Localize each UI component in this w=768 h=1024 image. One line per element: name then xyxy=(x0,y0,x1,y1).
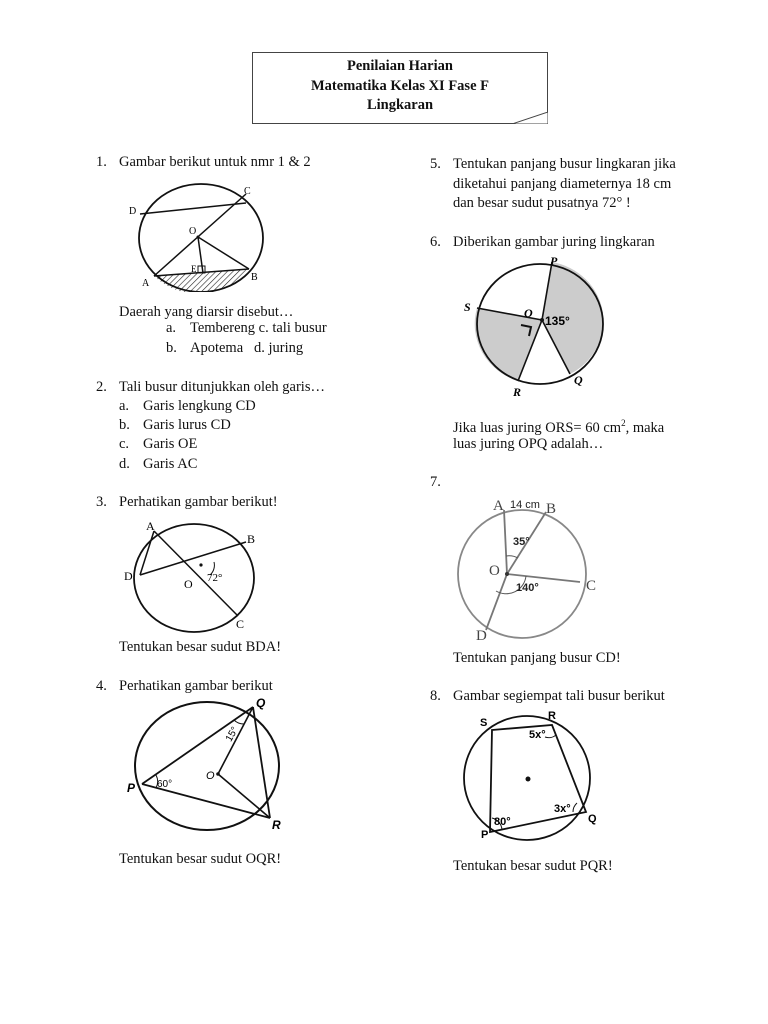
q1-label-b: B xyxy=(251,272,258,283)
q2-text: Tali busur ditunjukkan oleh garis… xyxy=(119,379,325,395)
q3-label-d: D xyxy=(124,569,133,583)
title-line-2: Matematika Kelas XI Fase F xyxy=(311,77,489,94)
q7-length-label: 14 cm xyxy=(510,499,540,511)
q1-label-d: D xyxy=(129,206,137,217)
q8-angle-r-label: 5x° xyxy=(529,729,546,741)
q2-option-a-letter: a. xyxy=(119,398,130,414)
q2-option-d-text: Garis AC xyxy=(143,456,198,472)
q3-question: Tentukan besar sudut BDA! xyxy=(119,639,282,655)
q8-angle-p-label: 80° xyxy=(494,816,511,828)
q1-text: Gambar berikut untuk nmr 1 & 2 xyxy=(119,154,311,170)
q2-option-c-letter: c. xyxy=(119,436,130,452)
q4-angle-p-label: 60° xyxy=(157,779,173,790)
title-line-3: Lingkaran xyxy=(366,97,434,113)
q4-question: Tentukan besar sudut OQR! xyxy=(119,851,282,867)
q1-option-b-text: Apotema d. juring xyxy=(190,340,304,356)
q7-circle-figure xyxy=(446,494,612,646)
q3-label-b: B xyxy=(247,532,256,546)
q1-number: 1. xyxy=(96,154,107,170)
q6-text: Diberikan gambar juring lingkaran xyxy=(453,234,655,250)
q6-question-line-2: luas juring OPQ adalah… xyxy=(453,436,604,452)
q7-question: Tentukan panjang busur CD! xyxy=(453,650,621,666)
q4-number: 4. xyxy=(96,678,107,694)
q1-question: Daerah yang diarsir disebut… xyxy=(119,304,294,320)
q3-text: Perhatikan gambar berikut! xyxy=(119,494,278,510)
q4-angle-q-label: 15° xyxy=(223,725,241,744)
q8-number: 8. xyxy=(430,688,441,704)
q2-option-a-text: Garis lengkung CD xyxy=(143,398,256,414)
q7-label-c: C xyxy=(586,578,597,594)
q4-circle-figure xyxy=(122,696,292,836)
q3-label-o: O xyxy=(184,577,193,591)
q5-line-3: dan besar sudut pusatnya 72° ! xyxy=(453,195,631,211)
q2-number: 2. xyxy=(96,379,107,395)
q1-label-e: E xyxy=(191,264,197,274)
q7-label-b: B xyxy=(546,501,557,517)
q1-label-c: C xyxy=(244,186,251,197)
q8-label-s: S xyxy=(480,717,488,729)
q7-label-a: A xyxy=(493,498,504,514)
q4-label-o: O xyxy=(206,770,215,782)
q7-label-d: D xyxy=(476,628,487,644)
q2-option-b-text: Garis lurus CD xyxy=(143,417,231,433)
q5-number: 5. xyxy=(430,156,441,172)
q2-option-b-letter: b. xyxy=(119,417,130,433)
q6-label-r: R xyxy=(513,385,522,399)
q7-angle-big-label: 140° xyxy=(516,582,539,594)
q8-question: Tentukan besar sudut PQR! xyxy=(453,858,613,874)
q2-option-d-letter: d. xyxy=(119,456,130,472)
title-line-1: Penilaian Harian xyxy=(347,58,453,74)
q3-angle-label: 72° xyxy=(207,572,223,584)
q1-option-a-text: Tembereng c. tali busur xyxy=(190,320,327,336)
q6-label-s: S xyxy=(464,300,471,314)
q8-label-q: Q xyxy=(588,813,597,825)
q6-sector-figure xyxy=(460,250,608,400)
page-fold-icon xyxy=(512,112,548,124)
q4-label-r: R xyxy=(272,818,281,832)
q7-number: 7. xyxy=(430,474,441,490)
q6-label-o: O xyxy=(524,306,533,320)
q1-option-b-letter: b. xyxy=(166,340,177,356)
q1-label-a: A xyxy=(142,278,150,289)
q3-circle-figure xyxy=(118,518,278,636)
q3-label-a: A xyxy=(146,519,155,533)
q2-option-c-text: Garis OE xyxy=(143,436,198,452)
q5-line-1: Tentukan panjang busur lingkaran jika xyxy=(453,156,676,172)
q1-option-a-letter: a. xyxy=(166,320,177,336)
q1-label-o: O xyxy=(189,226,197,237)
q6-label-p: P xyxy=(550,254,558,268)
q4-label-p: P xyxy=(127,781,136,795)
q3-number: 3. xyxy=(96,494,107,510)
q8-label-r: R xyxy=(548,710,556,722)
q6-label-q: Q xyxy=(574,373,583,387)
q4-label-q: Q xyxy=(256,696,266,710)
q8-quadrilateral-figure xyxy=(452,708,612,846)
q5-line-2: diketahui panjang diameternya 18 cm xyxy=(453,176,672,192)
q8-angle-q-label: 3x° xyxy=(554,803,571,815)
q4-text: Perhatikan gambar berikut xyxy=(119,678,273,694)
q7-angle-small-label: 35° xyxy=(513,536,530,548)
q7-label-o: O xyxy=(489,563,500,579)
q8-label-p: P xyxy=(481,829,489,841)
q1-circle-figure xyxy=(126,180,276,292)
q8-text: Gambar segiempat tali busur berikut xyxy=(453,688,665,704)
title-box xyxy=(252,52,548,124)
q3-label-c: C xyxy=(236,617,245,631)
q6-number: 6. xyxy=(430,234,441,250)
q6-angle-label: 135° xyxy=(545,314,570,328)
q6-question-line-1: Jika luas juring ORS= 60 $cm^2$, maka xyxy=(453,418,665,436)
